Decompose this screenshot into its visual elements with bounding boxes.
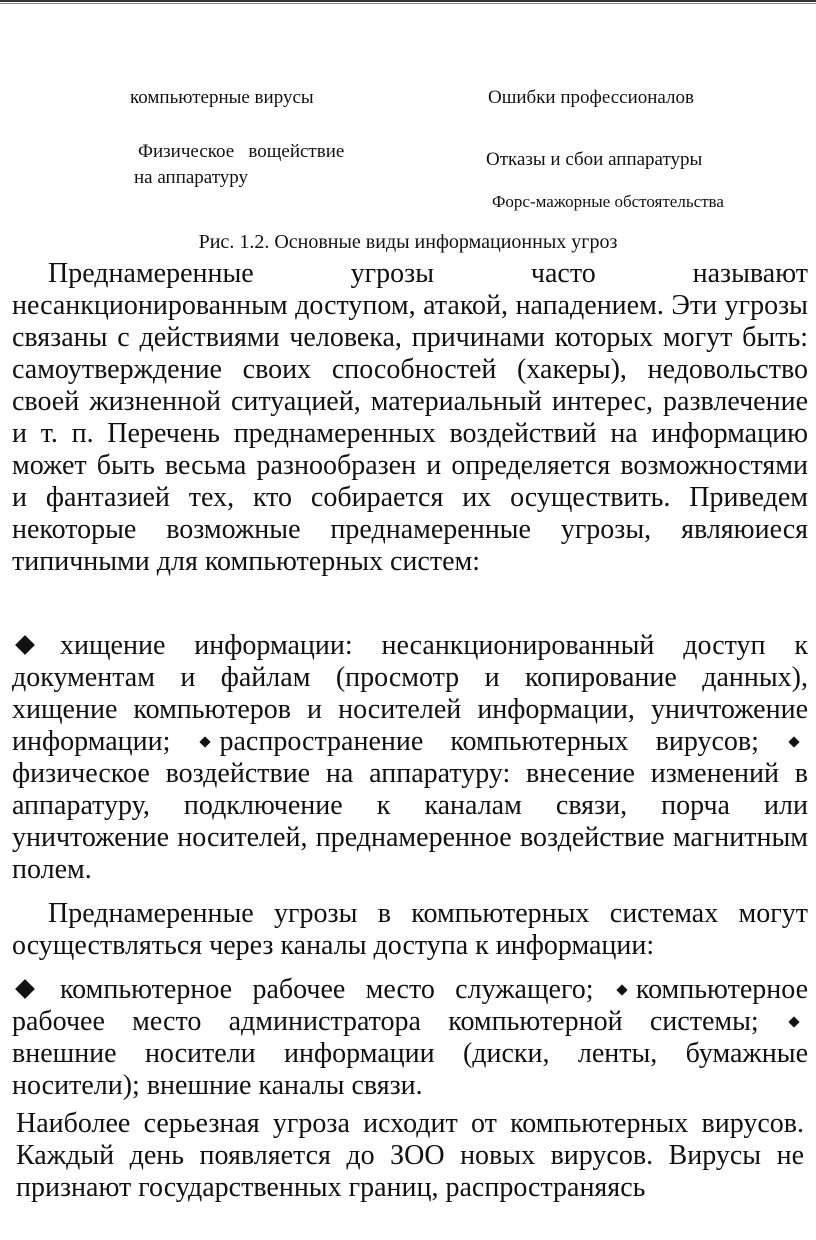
threat-list (12, 630, 808, 886)
bullet-diamond-icon (15, 979, 35, 999)
diagram-label-force-majeure: Форс-мажорные обстоятельства (492, 192, 724, 211)
figure-caption: Рис. 1.2. Основные виды информационных угроз (198, 231, 618, 253)
diagram-label-physical-line2: на аппаратуру (134, 167, 249, 188)
paragraph-intentional-threats (12, 258, 808, 578)
list-item-admin-workstation: компьютерное рабочее место администратора компьютерной системы; (12, 974, 808, 1037)
paragraph-access-channels (12, 898, 808, 962)
list-item-info-theft: хищение информации: несанкционированный доступ к документам и файлам (просмотр и копирование данных), хищение компьютеров и носителей информации, уничтожение информации; (12, 630, 808, 757)
top-border-line (0, 0, 816, 4)
list-item-virus-spread: распространение компьютерных вирусов; (219, 726, 759, 757)
channel-list (12, 974, 808, 1102)
list-item-external-media: внешние носители информации (диски, ленты, бумажные носители); внешние каналы связи. (12, 1038, 808, 1101)
bullet-diamond-icon (15, 635, 35, 655)
list-item-physical-impact: физическое воздействие на аппаратуру: внесение изменений в аппаратуру, подключение к каналам связи, порча или уничтожение носителей, преднамеренное воздействие магнитным полем. (12, 758, 808, 885)
diagram-label-physical-line1: Физическое вощействие (138, 141, 345, 162)
bullet-diamond-icon (200, 736, 211, 747)
bullet-diamond-icon (788, 736, 799, 747)
diagram-label-viruses: компьютерные вирусы (130, 87, 314, 108)
diagram-label-hardware-failures: Отказы и сбои аппаратуры (486, 149, 703, 170)
paragraph-text: Наиболее серьезная угроза исходит от компьютерных вирусов. Каждый день появляется до ЗОО новых вирусов. Вирусы не признают государственных границ, распространяясь (16, 1108, 804, 1203)
paragraph-text: Преднамеренные угрозы в компьютерных системах могут осуществляться через каналы доступа к информации: (12, 898, 808, 961)
paragraph-computer-viruses (16, 1108, 804, 1204)
bullet-diamond-icon (788, 1016, 799, 1027)
bullet-diamond-icon (616, 984, 627, 995)
diagram-label-pro-errors: Ошибки профессионалов (488, 87, 694, 108)
list-item-employee-workstation: компьютерное рабочее место служащего; (60, 974, 594, 1005)
paragraph-text: Преднамеренные угрозы часто называют несанкционированным доступом, атакой, нападением. Эти угрозы связаны с действиями человека, причинами которых могут быть: самоутверждение своих способностей (хакеры), недовольство своей жизненной ситуацией, материальный интерес, развлечение и т. п. Перечень преднамеренных воздействий на информацию может быть весьма разнообразен и определяется возможностями и фантазией тех, кто собирается их осуществить. Приведем некоторые возможные преднамеренные угрозы, являюиеся типичными для компьютерных систем: (12, 258, 808, 577)
